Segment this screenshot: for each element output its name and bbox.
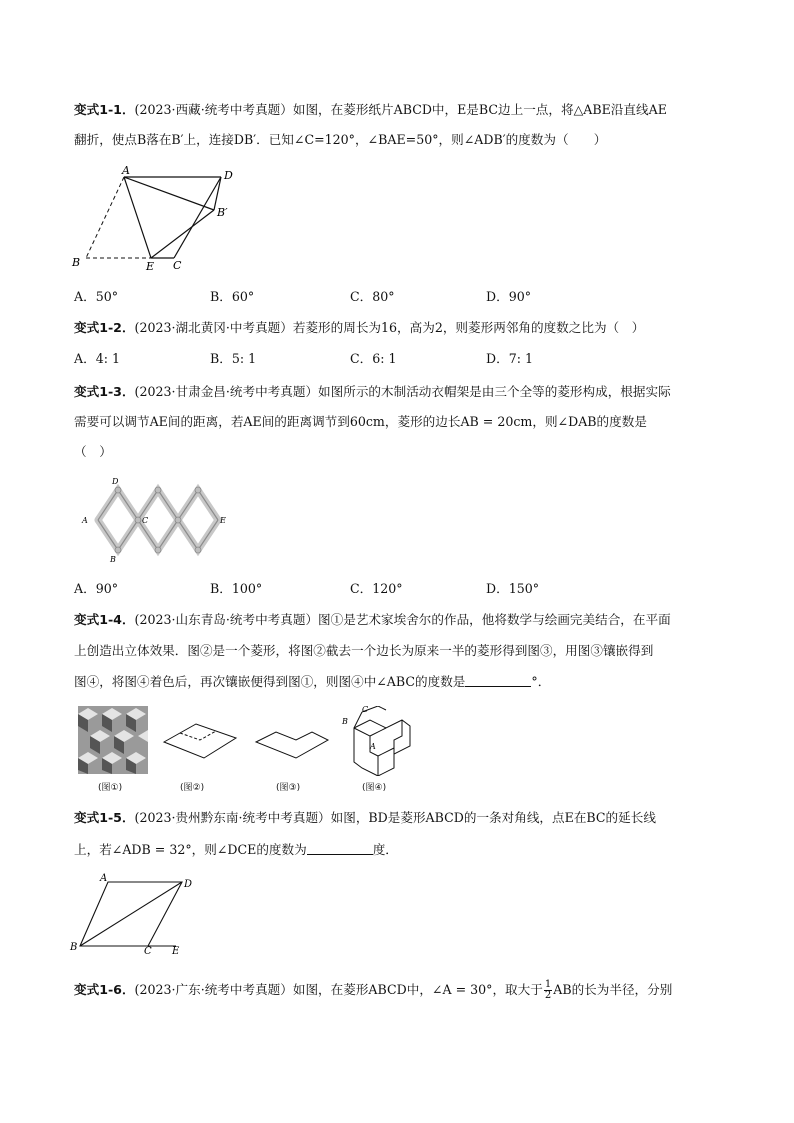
- problem-1-2-line1: 变式1-2．(2023·湖北黄冈·中考真题）若菱形的周长为16，高为2，则菱形两邻角的度数之比为（ ）: [74, 320, 645, 335]
- option-a[interactable]: A．90°: [74, 581, 119, 596]
- label-e: E: [146, 260, 155, 273]
- problem-1-4-line1: 变式1-4．(2023·山东青岛·统考中考真题）图①是艺术家埃舍尔的作品，他将数学与绘画完美结合，在平面: [74, 612, 671, 627]
- label-c: C: [144, 946, 152, 954]
- problem-1-1-line1: 变式1-1．(2023·西藏·统考中考真题）如图，在菱形纸片ABCD中，E是BC边上一点，将△ABE沿直线AE: [74, 102, 667, 117]
- option-c[interactable]: C．6: 1: [350, 351, 397, 366]
- option-b[interactable]: B．60°: [210, 289, 255, 304]
- problem-1-3-line2: 需要可以调节AE间的距离，若AE间的距离调节到60cm，菱形的边长AB = 20cm，则∠DAB的度数是: [74, 414, 647, 429]
- label-e: E: [172, 946, 180, 954]
- label-c: C: [362, 706, 369, 714]
- label-b-prime: B′: [217, 206, 228, 219]
- label-d: D: [224, 169, 233, 182]
- problem-1-5-line1: 变式1-5．(2023·贵州黔东南·统考中考真题）如图，BD是菱形ABCD的一条对角线，点E在BC的延长线: [74, 810, 656, 825]
- option-a[interactable]: A．50°: [74, 289, 119, 304]
- problem-1-4-line3: 图④，将图④着色后，再次镶嵌便得到图①，则图④中∠ABC的度数是 °．: [74, 674, 551, 689]
- option-b[interactable]: B．5: 1: [210, 351, 257, 366]
- rhombus-diagonal-figure: [66, 872, 196, 954]
- problem-1-5-line2: 上，若∠ADB = 32°，则∠DCE的度数为 度．: [74, 842, 398, 857]
- problem-1-3-line3: （ ）: [74, 444, 112, 459]
- label-b: B: [110, 555, 116, 564]
- option-c[interactable]: C．80°: [350, 289, 395, 304]
- label-b: B: [72, 256, 81, 269]
- problem-1-3-line1: 变式1-3．(2023·甘肃金昌·统考中考真题）如图所示的木制活动衣帽架是由三个全等的菱形构成，根据实际: [74, 384, 671, 399]
- problem-1-6-line1: 变式1-6．(2023·广东·统考中考真题）如图，在菱形ABCD中，∠A = 30°，取大于 $\frac{1}{2}$ AB的长为半径，分别: [74, 979, 673, 1001]
- caption-fig-3: (图③): [276, 783, 301, 793]
- label-b: B: [342, 717, 348, 726]
- answer-blank[interactable]: [307, 842, 373, 855]
- problem-label: 变式1-6．: [74, 982, 135, 997]
- label-c: C: [142, 516, 149, 525]
- label-a: A: [100, 873, 108, 884]
- escher-tessellation-figure: [78, 706, 148, 774]
- coat-rack-figure: [78, 474, 238, 566]
- option-d[interactable]: D．7: 1: [486, 351, 533, 366]
- label-a: A: [82, 516, 88, 525]
- cut-rhombus-figure: [252, 722, 332, 770]
- label-c: C: [173, 259, 182, 272]
- option-c[interactable]: C．120°: [350, 581, 403, 596]
- option-b[interactable]: B．100°: [210, 581, 263, 596]
- problem-label: 变式1-5．: [74, 810, 135, 825]
- tile-figure: [340, 706, 414, 776]
- rhombus-figure: [160, 718, 240, 766]
- option-a[interactable]: A．4: 1: [74, 351, 120, 366]
- rhombus-fold-figure: [66, 160, 246, 275]
- option-d[interactable]: D．90°: [486, 289, 532, 304]
- label-d: D: [184, 879, 193, 890]
- label-b: B: [70, 942, 78, 953]
- label-a: A: [122, 164, 130, 177]
- problem-1-1-line2: 翻折，使点B落在B′上，连接DB′．已知∠C=120°，∠BAE=50°，则∠ADB′的度数为（ ）: [74, 132, 607, 147]
- label-a: A: [370, 742, 376, 751]
- problem-label: 变式1-3．: [74, 384, 135, 399]
- problem-label: 变式1-2．: [74, 320, 135, 335]
- option-d[interactable]: D．150°: [486, 581, 540, 596]
- label-d: D: [112, 477, 119, 486]
- caption-fig-4: (图④): [362, 783, 387, 793]
- answer-blank[interactable]: [465, 674, 531, 687]
- label-e: E: [220, 516, 226, 525]
- fraction-one-half: $\frac{1}{2}$: [544, 979, 552, 1001]
- problem-1-4-line2: 上创造出立体效果．图②是一个菱形，将图②截去一个边长为原来一半的菱形得到图③，用图③镶嵌得到: [74, 643, 654, 658]
- caption-fig-1: (图①): [98, 783, 123, 793]
- caption-fig-2: (图②): [180, 783, 205, 793]
- problem-label: 变式1-1．: [74, 102, 135, 117]
- problem-label: 变式1-4．: [74, 612, 135, 627]
